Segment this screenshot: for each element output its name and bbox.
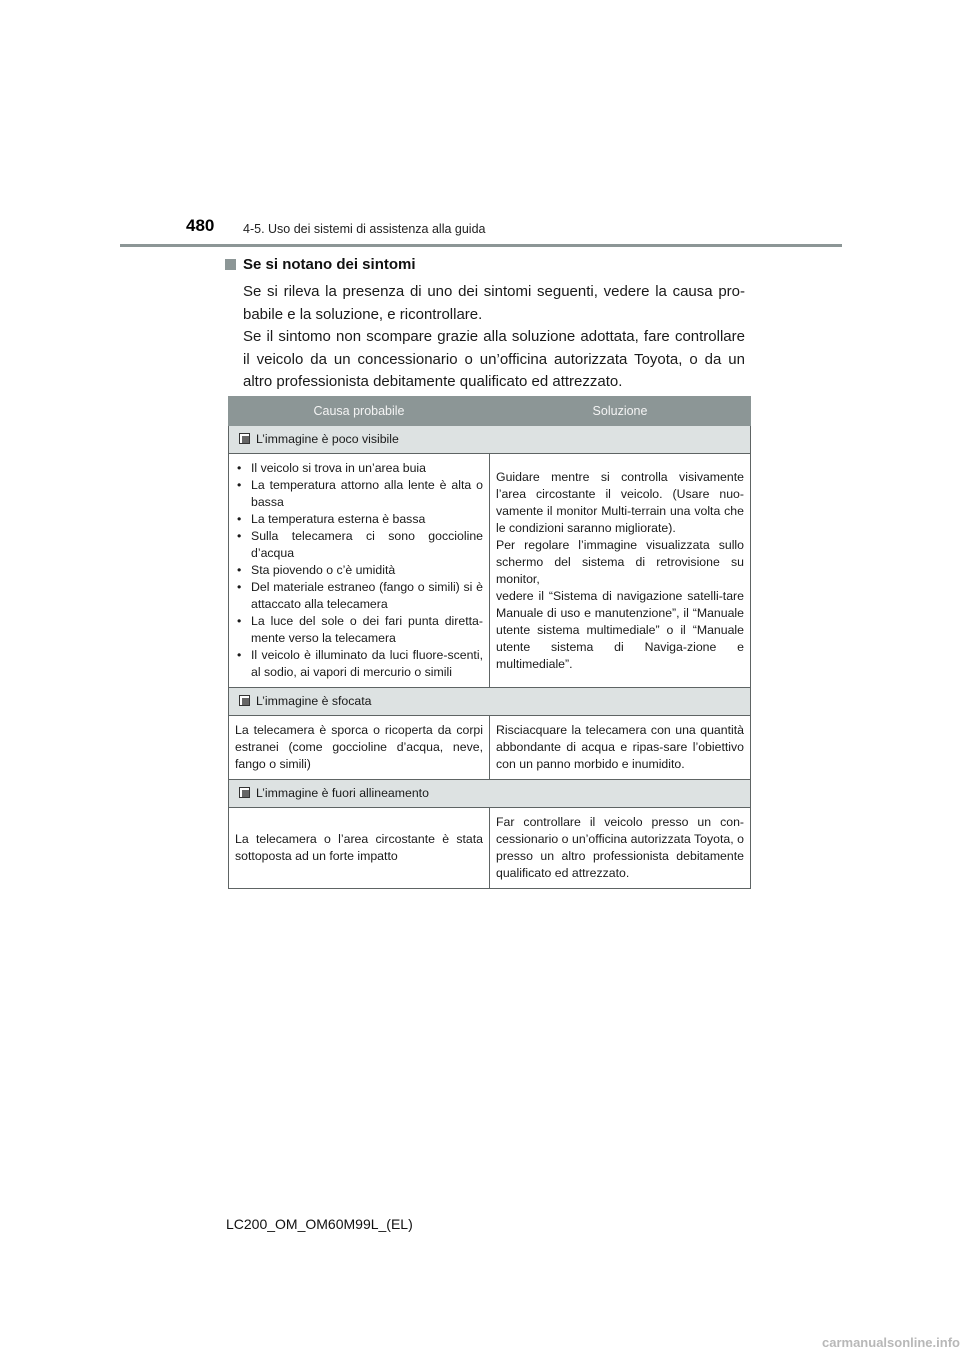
header-cause: Causa probabile <box>229 397 490 426</box>
cause-item: • Il veicolo si trova in un’area buia <box>235 460 483 477</box>
cause-item: • Il veicolo è illuminato da luci fluore-scenti, al sodio, ai vapori di mercurio o simili <box>235 647 483 681</box>
group-row <box>229 688 751 716</box>
group-row <box>229 426 751 454</box>
table-row <box>229 716 751 780</box>
solution-cell: Risciacquare la telecamera con una quantità abbondante di acqua e ripas-sare l’obiettivo con un panno morbido e inumidito. <box>490 716 751 780</box>
solution-text: Guidare mentre si controlla visivamente l’area circostante il veicolo. (Usare nuo-vamente il monitor Multi-terrain una volta che le condizioni saranno migliorate). <box>496 469 744 535</box>
running-head: 4-5. Uso dei sistemi di assistenza alla guida <box>243 222 486 236</box>
group-title-cell <box>229 688 751 716</box>
section-title-text: Se si notano dei sintomi <box>243 256 416 273</box>
group-title-cell <box>229 426 751 454</box>
cause-item: • Del materiale estraneo (fango o simili) si è attaccato alla telecamera <box>235 579 483 613</box>
square-bullet-icon <box>225 259 236 270</box>
group-title: L’immagine è poco visibile <box>256 432 399 446</box>
intro-paragraph: Se si rileva la presenza di uno dei sintomi seguenti, vedere la causa pro-babile e la soluzione, e ricontrollare. <box>243 283 745 323</box>
section-title <box>225 256 416 273</box>
watermark: carmanualsonline.info <box>822 1335 960 1350</box>
cause-item: • Sta piovendo o c’è umidità <box>235 562 483 579</box>
cause-cell <box>229 454 490 688</box>
page-number: 480 <box>186 216 215 235</box>
solution-cell <box>490 454 751 688</box>
group-title-cell <box>229 780 751 808</box>
cause-item: • La temperatura esterna è bassa <box>235 511 483 528</box>
cause-list <box>235 460 483 681</box>
cause-cell: La telecamera è sporca o ricoperta da corpi estranei (come goccioline d’acqua, neve, fango o simili) <box>229 716 490 780</box>
checkbox-icon <box>239 695 250 706</box>
cause-item: • La luce del sole o dei fari punta diretta-mente verso la telecamera <box>235 613 483 647</box>
cause-cell: La telecamera o l’area circostante è stata sottoposta ad un forte impatto <box>229 808 490 889</box>
intro-paragraph: Se il sintomo non scompare grazie alla soluzione adottata, fare controllare il veicolo da un concessionario o un’officina autorizzata Toyota, o da un altro professionista debitamente qualificato ed attrezzato. <box>243 328 745 390</box>
table-row <box>229 808 751 889</box>
troubleshooting-table <box>228 396 751 889</box>
solution-text: Per regolare l’immagine visualizzata sullo schermo del sistema di retrovisione su monitor, <box>496 537 744 586</box>
checkbox-icon <box>239 787 250 798</box>
checkbox-icon <box>239 433 250 444</box>
intro-text <box>243 281 745 394</box>
solution-cell: Far controllare il veicolo presso un con-cessionario o un’officina autorizzata Toyota, o presso un altro professionista debitamente qualificato ed attrezzato. <box>490 808 751 889</box>
solution-text: vedere il “Sistema di navigazione satelli-tare Manuale di uso e manutenzione”, il “Manuale utente sistema multimediale” o il “Manuale utente sistema di Naviga-zione e multimediale”. <box>496 588 744 671</box>
cause-item: • Sulla telecamera ci sono goccioline d’acqua <box>235 528 483 562</box>
footer-doc-code: LC200_OM_OM60M99L_(EL) <box>226 1216 413 1232</box>
group-title: L’immagine è fuori allineamento <box>256 786 429 800</box>
header-solution: Soluzione <box>490 397 751 426</box>
cause-item: • La temperatura attorno alla lente è alta o bassa <box>235 477 483 511</box>
header-rule <box>120 244 842 247</box>
group-title: L’immagine è sfocata <box>256 694 372 708</box>
group-row <box>229 780 751 808</box>
table-header-row <box>229 397 751 426</box>
table-row <box>229 454 751 688</box>
